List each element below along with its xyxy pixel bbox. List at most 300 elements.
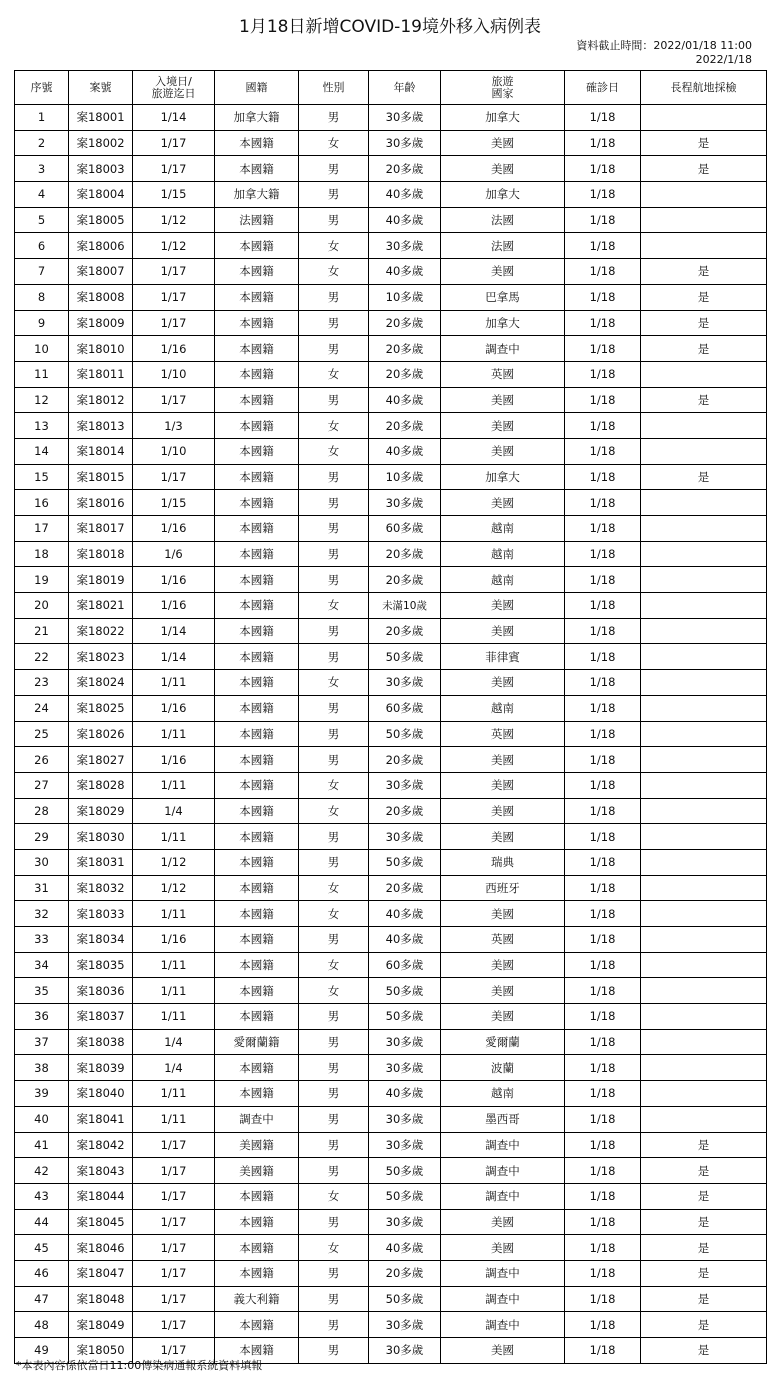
cell-long-haul-test: 是 xyxy=(641,310,767,336)
cell-long-haul-test xyxy=(641,927,767,953)
cell-seq: 20 xyxy=(15,593,69,619)
col-header-seq: 序號 xyxy=(15,71,69,105)
cell-entry-date: 1/16 xyxy=(133,593,215,619)
cell-long-haul-test xyxy=(641,1029,767,1055)
cell-entry-date: 1/11 xyxy=(133,1004,215,1030)
cell-travel-country: 越南 xyxy=(441,567,565,593)
cell-entry-date: 1/17 xyxy=(133,387,215,413)
cell-age: 50多歲 xyxy=(369,644,441,670)
cell-age: 40多歲 xyxy=(369,927,441,953)
cell-long-haul-test: 是 xyxy=(641,1338,767,1364)
table-row xyxy=(15,927,767,953)
cell-case-no: 案18001 xyxy=(69,105,133,131)
cell-age: 20多歲 xyxy=(369,413,441,439)
cell-confirm-date: 1/18 xyxy=(565,105,641,131)
cell-long-haul-test: 是 xyxy=(641,1132,767,1158)
cell-nationality: 本國籍 xyxy=(215,130,299,156)
cell-long-haul-test: 是 xyxy=(641,259,767,285)
cell-entry-date: 1/11 xyxy=(133,1081,215,1107)
cell-case-no: 案18042 xyxy=(69,1132,133,1158)
cell-age: 30多歲 xyxy=(369,1312,441,1338)
cell-travel-country: 英國 xyxy=(441,927,565,953)
table-row xyxy=(15,567,767,593)
col-header-travel-country: 旅遊 國家 xyxy=(441,71,565,105)
cell-nationality: 本國籍 xyxy=(215,284,299,310)
cell-age: 30多歲 xyxy=(369,1055,441,1081)
col-header-sex: 性別 xyxy=(299,71,369,105)
cell-seq: 18 xyxy=(15,541,69,567)
cell-travel-country: 墨西哥 xyxy=(441,1106,565,1132)
cell-case-no: 案18014 xyxy=(69,438,133,464)
cell-sex: 男 xyxy=(299,336,369,362)
cell-entry-date: 1/14 xyxy=(133,644,215,670)
cell-case-no: 案18033 xyxy=(69,901,133,927)
cell-sex: 男 xyxy=(299,207,369,233)
cell-seq: 30 xyxy=(15,849,69,875)
cell-seq: 8 xyxy=(15,284,69,310)
cell-confirm-date: 1/18 xyxy=(565,1209,641,1235)
cell-confirm-date: 1/18 xyxy=(565,593,641,619)
cell-seq: 36 xyxy=(15,1004,69,1030)
cell-sex: 女 xyxy=(299,875,369,901)
cell-confirm-date: 1/18 xyxy=(565,721,641,747)
cell-seq: 37 xyxy=(15,1029,69,1055)
cell-long-haul-test: 是 xyxy=(641,1183,767,1209)
cell-sex: 女 xyxy=(299,438,369,464)
cell-age: 30多歲 xyxy=(369,1209,441,1235)
cell-case-no: 案18007 xyxy=(69,259,133,285)
cell-confirm-date: 1/18 xyxy=(565,1158,641,1184)
cell-age: 50多歲 xyxy=(369,1183,441,1209)
cell-age: 30多歲 xyxy=(369,490,441,516)
cell-sex: 男 xyxy=(299,490,369,516)
table-row xyxy=(15,1235,767,1261)
cell-case-no: 案18004 xyxy=(69,182,133,208)
col-header-age: 年齡 xyxy=(369,71,441,105)
cell-sex: 女 xyxy=(299,1183,369,1209)
cell-case-no: 案18002 xyxy=(69,130,133,156)
cell-travel-country: 美國 xyxy=(441,593,565,619)
table-row xyxy=(15,1081,767,1107)
cell-entry-date: 1/6 xyxy=(133,541,215,567)
cell-long-haul-test xyxy=(641,798,767,824)
cell-confirm-date: 1/18 xyxy=(565,978,641,1004)
cell-seq: 33 xyxy=(15,927,69,953)
cell-long-haul-test: 是 xyxy=(641,1158,767,1184)
cell-entry-date: 1/4 xyxy=(133,1029,215,1055)
cell-travel-country: 美國 xyxy=(441,772,565,798)
cell-travel-country: 美國 xyxy=(441,259,565,285)
cell-long-haul-test: 是 xyxy=(641,464,767,490)
cell-travel-country: 越南 xyxy=(441,541,565,567)
cell-seq: 25 xyxy=(15,721,69,747)
cell-confirm-date: 1/18 xyxy=(565,1081,641,1107)
case-table xyxy=(14,70,767,1364)
cell-age: 60多歲 xyxy=(369,695,441,721)
cell-confirm-date: 1/18 xyxy=(565,182,641,208)
cell-seq: 16 xyxy=(15,490,69,516)
cell-case-no: 案18036 xyxy=(69,978,133,1004)
cell-travel-country: 美國 xyxy=(441,952,565,978)
cell-entry-date: 1/15 xyxy=(133,182,215,208)
cell-travel-country: 調查中 xyxy=(441,1158,565,1184)
cell-confirm-date: 1/18 xyxy=(565,849,641,875)
cell-travel-country: 美國 xyxy=(441,490,565,516)
cell-entry-date: 1/17 xyxy=(133,1286,215,1312)
cell-nationality: 本國籍 xyxy=(215,952,299,978)
cell-case-no: 案18022 xyxy=(69,618,133,644)
cell-entry-date: 1/17 xyxy=(133,1260,215,1286)
cell-confirm-date: 1/18 xyxy=(565,1004,641,1030)
cell-seq: 45 xyxy=(15,1235,69,1261)
table-row xyxy=(15,849,767,875)
cell-sex: 女 xyxy=(299,593,369,619)
cell-long-haul-test xyxy=(641,182,767,208)
cell-age: 30多歲 xyxy=(369,772,441,798)
cell-confirm-date: 1/18 xyxy=(565,207,641,233)
cell-confirm-date: 1/18 xyxy=(565,695,641,721)
cell-confirm-date: 1/18 xyxy=(565,901,641,927)
cell-case-no: 案18024 xyxy=(69,670,133,696)
cell-confirm-date: 1/18 xyxy=(565,927,641,953)
cell-case-no: 案18023 xyxy=(69,644,133,670)
cell-long-haul-test xyxy=(641,438,767,464)
cell-sex: 男 xyxy=(299,1004,369,1030)
cell-long-haul-test: 是 xyxy=(641,1209,767,1235)
cell-case-no: 案18039 xyxy=(69,1055,133,1081)
cell-nationality: 本國籍 xyxy=(215,927,299,953)
cell-seq: 4 xyxy=(15,182,69,208)
cell-seq: 19 xyxy=(15,567,69,593)
cell-seq: 12 xyxy=(15,387,69,413)
cell-nationality: 加拿大籍 xyxy=(215,105,299,131)
cell-entry-date: 1/17 xyxy=(133,1312,215,1338)
cell-sex: 女 xyxy=(299,1235,369,1261)
cell-case-no: 案18025 xyxy=(69,695,133,721)
cell-travel-country: 美國 xyxy=(441,1338,565,1364)
table-row xyxy=(15,259,767,285)
cell-entry-date: 1/17 xyxy=(133,1158,215,1184)
cell-travel-country: 加拿大 xyxy=(441,105,565,131)
cell-entry-date: 1/12 xyxy=(133,875,215,901)
cell-confirm-date: 1/18 xyxy=(565,1029,641,1055)
col-header-confirm-date: 確診日 xyxy=(565,71,641,105)
cell-confirm-date: 1/18 xyxy=(565,1338,641,1364)
cell-sex: 男 xyxy=(299,1338,369,1364)
table-row xyxy=(15,156,767,182)
cell-seq: 27 xyxy=(15,772,69,798)
cell-travel-country: 瑞典 xyxy=(441,849,565,875)
cell-confirm-date: 1/18 xyxy=(565,490,641,516)
cell-seq: 41 xyxy=(15,1132,69,1158)
cell-sex: 男 xyxy=(299,1081,369,1107)
cell-entry-date: 1/10 xyxy=(133,438,215,464)
cell-age: 30多歲 xyxy=(369,233,441,259)
cell-entry-date: 1/17 xyxy=(133,1183,215,1209)
table-row xyxy=(15,1106,767,1132)
cell-nationality: 本國籍 xyxy=(215,644,299,670)
cell-entry-date: 1/16 xyxy=(133,516,215,542)
table-row xyxy=(15,1158,767,1184)
table-row xyxy=(15,105,767,131)
cell-confirm-date: 1/18 xyxy=(565,284,641,310)
cell-nationality: 加拿大籍 xyxy=(215,182,299,208)
cell-seq: 9 xyxy=(15,310,69,336)
cell-seq: 48 xyxy=(15,1312,69,1338)
cell-case-no: 案18043 xyxy=(69,1158,133,1184)
cell-sex: 男 xyxy=(299,105,369,131)
cell-confirm-date: 1/18 xyxy=(565,1286,641,1312)
col-header-long-haul-test: 長程航地採檢 xyxy=(641,71,767,105)
table-row xyxy=(15,978,767,1004)
cell-case-no: 案18015 xyxy=(69,464,133,490)
cell-long-haul-test xyxy=(641,105,767,131)
cell-sex: 男 xyxy=(299,516,369,542)
cell-case-no: 案18035 xyxy=(69,952,133,978)
cell-case-no: 案18041 xyxy=(69,1106,133,1132)
cell-age: 30多歲 xyxy=(369,1338,441,1364)
cell-case-no: 案18050 xyxy=(69,1338,133,1364)
cell-age: 20多歲 xyxy=(369,747,441,773)
cell-nationality: 本國籍 xyxy=(215,1081,299,1107)
cell-entry-date: 1/16 xyxy=(133,567,215,593)
cell-confirm-date: 1/18 xyxy=(565,310,641,336)
cell-age: 50多歲 xyxy=(369,978,441,1004)
cell-sex: 女 xyxy=(299,670,369,696)
cell-nationality: 本國籍 xyxy=(215,1004,299,1030)
cell-age: 20多歲 xyxy=(369,541,441,567)
cell-sex: 男 xyxy=(299,284,369,310)
cell-case-no: 案18029 xyxy=(69,798,133,824)
cell-case-no: 案18009 xyxy=(69,310,133,336)
cell-case-no: 案18031 xyxy=(69,849,133,875)
table-row xyxy=(15,772,767,798)
cell-confirm-date: 1/18 xyxy=(565,644,641,670)
cell-confirm-date: 1/18 xyxy=(565,361,641,387)
cell-age: 30多歲 xyxy=(369,130,441,156)
cell-case-no: 案18037 xyxy=(69,1004,133,1030)
cell-case-no: 案18017 xyxy=(69,516,133,542)
cell-long-haul-test xyxy=(641,490,767,516)
cell-nationality: 本國籍 xyxy=(215,1338,299,1364)
cell-sex: 男 xyxy=(299,747,369,773)
cell-age: 40多歲 xyxy=(369,438,441,464)
cell-nationality: 美國籍 xyxy=(215,1158,299,1184)
table-row xyxy=(15,798,767,824)
cell-confirm-date: 1/18 xyxy=(565,1235,641,1261)
cell-confirm-date: 1/18 xyxy=(565,156,641,182)
cell-long-haul-test xyxy=(641,1106,767,1132)
cell-entry-date: 1/17 xyxy=(133,1235,215,1261)
cell-sex: 男 xyxy=(299,1158,369,1184)
cell-nationality: 美國籍 xyxy=(215,1132,299,1158)
cell-entry-date: 1/14 xyxy=(133,105,215,131)
cell-entry-date: 1/17 xyxy=(133,156,215,182)
table-row xyxy=(15,1312,767,1338)
cell-nationality: 本國籍 xyxy=(215,1260,299,1286)
table-row xyxy=(15,593,767,619)
cell-travel-country: 美國 xyxy=(441,1004,565,1030)
cell-seq: 32 xyxy=(15,901,69,927)
cell-nationality: 本國籍 xyxy=(215,695,299,721)
cell-seq: 23 xyxy=(15,670,69,696)
cell-seq: 34 xyxy=(15,952,69,978)
table-row xyxy=(15,1132,767,1158)
cell-seq: 7 xyxy=(15,259,69,285)
cell-travel-country: 調查中 xyxy=(441,1286,565,1312)
cell-long-haul-test xyxy=(641,413,767,439)
cell-case-no: 案18038 xyxy=(69,1029,133,1055)
table-row xyxy=(15,824,767,850)
table-row xyxy=(15,618,767,644)
cell-long-haul-test xyxy=(641,516,767,542)
cell-confirm-date: 1/18 xyxy=(565,618,641,644)
cell-age: 30多歲 xyxy=(369,824,441,850)
cell-nationality: 本國籍 xyxy=(215,618,299,644)
cell-case-no: 案18021 xyxy=(69,593,133,619)
cell-seq: 49 xyxy=(15,1338,69,1364)
cell-sex: 男 xyxy=(299,387,369,413)
cell-travel-country: 法國 xyxy=(441,233,565,259)
cell-travel-country: 美國 xyxy=(441,798,565,824)
cell-long-haul-test: 是 xyxy=(641,1260,767,1286)
cell-case-no: 案18030 xyxy=(69,824,133,850)
cell-seq: 13 xyxy=(15,413,69,439)
table-row xyxy=(15,310,767,336)
cell-long-haul-test xyxy=(641,1055,767,1081)
cell-travel-country: 美國 xyxy=(441,901,565,927)
cell-nationality: 本國籍 xyxy=(215,1055,299,1081)
table-header-row xyxy=(15,71,767,105)
cell-case-no: 案18049 xyxy=(69,1312,133,1338)
cell-confirm-date: 1/18 xyxy=(565,875,641,901)
cell-seq: 5 xyxy=(15,207,69,233)
report-date: 2022/1/18 xyxy=(695,53,752,66)
cell-nationality: 本國籍 xyxy=(215,541,299,567)
cell-sex: 女 xyxy=(299,361,369,387)
cell-seq: 26 xyxy=(15,747,69,773)
cell-confirm-date: 1/18 xyxy=(565,567,641,593)
cell-age: 10多歲 xyxy=(369,284,441,310)
cell-travel-country: 調查中 xyxy=(441,1183,565,1209)
cell-travel-country: 美國 xyxy=(441,413,565,439)
cell-nationality: 本國籍 xyxy=(215,310,299,336)
cell-entry-date: 1/10 xyxy=(133,361,215,387)
cell-nationality: 本國籍 xyxy=(215,670,299,696)
cell-age: 30多歲 xyxy=(369,670,441,696)
cell-nationality: 本國籍 xyxy=(215,1183,299,1209)
cell-case-no: 案18045 xyxy=(69,1209,133,1235)
cell-long-haul-test xyxy=(641,1081,767,1107)
cell-sex: 男 xyxy=(299,824,369,850)
table-row xyxy=(15,1209,767,1235)
cell-sex: 男 xyxy=(299,618,369,644)
cell-age: 50多歲 xyxy=(369,849,441,875)
cell-travel-country: 美國 xyxy=(441,824,565,850)
cell-confirm-date: 1/18 xyxy=(565,259,641,285)
cell-nationality: 義大利籍 xyxy=(215,1286,299,1312)
cell-nationality: 本國籍 xyxy=(215,824,299,850)
cell-seq: 10 xyxy=(15,336,69,362)
table-row xyxy=(15,1260,767,1286)
cell-case-no: 案18013 xyxy=(69,413,133,439)
table-row xyxy=(15,233,767,259)
cell-nationality: 本國籍 xyxy=(215,413,299,439)
cell-nationality: 調查中 xyxy=(215,1106,299,1132)
cell-sex: 男 xyxy=(299,1055,369,1081)
table-row xyxy=(15,284,767,310)
cell-entry-date: 1/16 xyxy=(133,927,215,953)
cell-age: 50多歲 xyxy=(369,1158,441,1184)
cell-confirm-date: 1/18 xyxy=(565,130,641,156)
cell-long-haul-test xyxy=(641,849,767,875)
cell-travel-country: 美國 xyxy=(441,747,565,773)
cell-travel-country: 菲律賓 xyxy=(441,644,565,670)
cell-entry-date: 1/12 xyxy=(133,207,215,233)
cell-entry-date: 1/17 xyxy=(133,310,215,336)
cell-sex: 男 xyxy=(299,1029,369,1055)
table-row xyxy=(15,1029,767,1055)
cell-age: 60多歲 xyxy=(369,516,441,542)
cell-entry-date: 1/17 xyxy=(133,259,215,285)
cell-sex: 男 xyxy=(299,1106,369,1132)
cell-sex: 女 xyxy=(299,233,369,259)
cell-travel-country: 調查中 xyxy=(441,1260,565,1286)
page-title: 1月18日新增COVID-19境外移入病例表 xyxy=(239,17,541,37)
cell-case-no: 案18005 xyxy=(69,207,133,233)
cell-sex: 男 xyxy=(299,156,369,182)
cell-sex: 女 xyxy=(299,772,369,798)
cell-seq: 29 xyxy=(15,824,69,850)
cell-sex: 男 xyxy=(299,567,369,593)
cell-long-haul-test xyxy=(641,567,767,593)
table-row xyxy=(15,747,767,773)
table-row xyxy=(15,130,767,156)
cell-confirm-date: 1/18 xyxy=(565,824,641,850)
cell-long-haul-test xyxy=(641,644,767,670)
cell-long-haul-test xyxy=(641,1004,767,1030)
cell-case-no: 案18034 xyxy=(69,927,133,953)
cell-travel-country: 法國 xyxy=(441,207,565,233)
cell-sex: 男 xyxy=(299,849,369,875)
cell-long-haul-test xyxy=(641,233,767,259)
cell-confirm-date: 1/18 xyxy=(565,1312,641,1338)
cell-travel-country: 美國 xyxy=(441,387,565,413)
cell-age: 40多歲 xyxy=(369,387,441,413)
cell-entry-date: 1/11 xyxy=(133,670,215,696)
cell-nationality: 本國籍 xyxy=(215,875,299,901)
cell-long-haul-test: 是 xyxy=(641,1312,767,1338)
cell-sex: 男 xyxy=(299,541,369,567)
cell-nationality: 本國籍 xyxy=(215,1209,299,1235)
cell-travel-country: 英國 xyxy=(441,721,565,747)
cell-seq: 43 xyxy=(15,1183,69,1209)
cell-confirm-date: 1/18 xyxy=(565,387,641,413)
cell-sex: 女 xyxy=(299,259,369,285)
cell-seq: 46 xyxy=(15,1260,69,1286)
cell-entry-date: 1/15 xyxy=(133,490,215,516)
table-row xyxy=(15,182,767,208)
cell-case-no: 案18032 xyxy=(69,875,133,901)
cell-travel-country: 加拿大 xyxy=(441,182,565,208)
col-header-entry-date: 入境日/ 旅遊迄日 xyxy=(133,71,215,105)
cell-age: 10多歲 xyxy=(369,464,441,490)
table-row xyxy=(15,1004,767,1030)
cell-long-haul-test xyxy=(641,772,767,798)
cell-seq: 42 xyxy=(15,1158,69,1184)
cell-case-no: 案18008 xyxy=(69,284,133,310)
cell-travel-country: 美國 xyxy=(441,670,565,696)
